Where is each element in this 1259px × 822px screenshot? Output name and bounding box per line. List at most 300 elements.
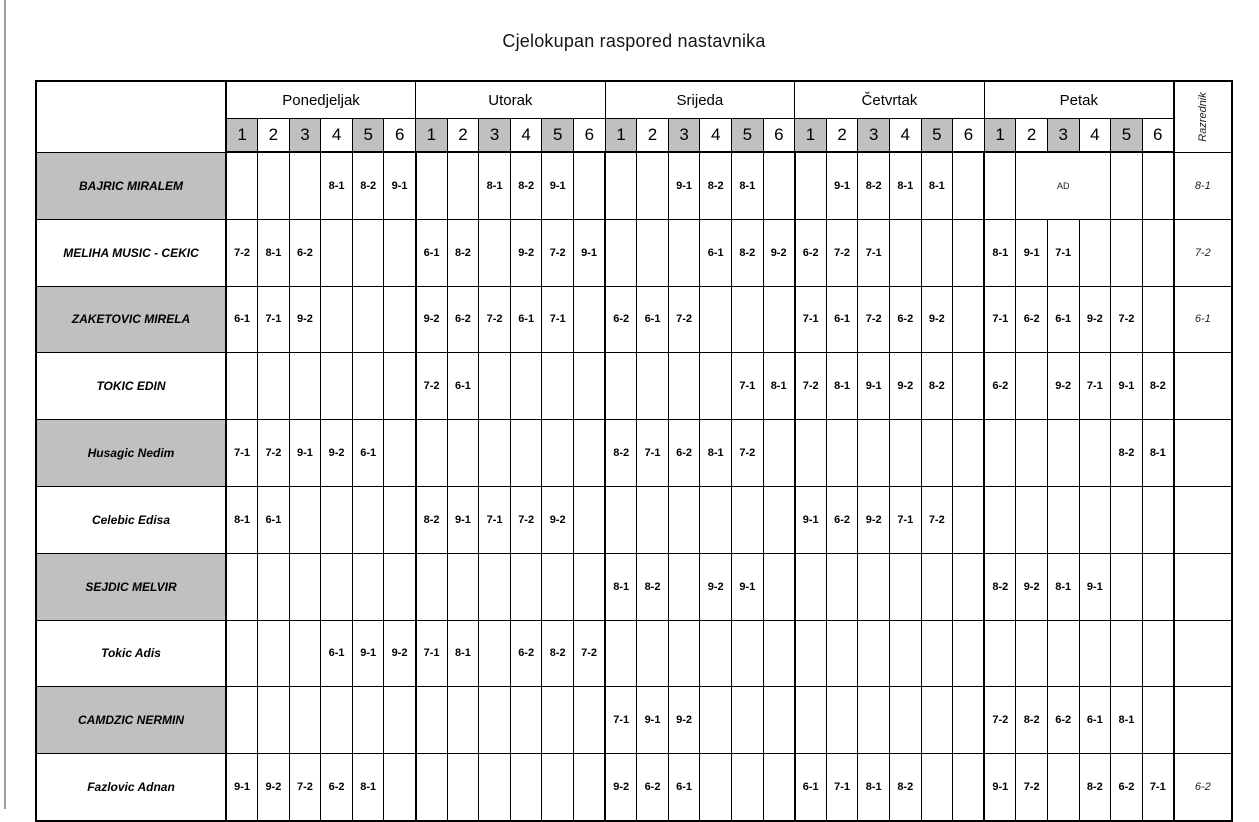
schedule-cell: 8-2 <box>605 420 637 487</box>
schedule-cell <box>352 353 384 420</box>
period-header: 1 <box>226 119 258 153</box>
schedule-cell: 9-2 <box>416 286 448 353</box>
schedule-cell: 9-2 <box>1016 553 1048 620</box>
schedule-cell <box>542 420 574 487</box>
period-header: 2 <box>258 119 290 153</box>
schedule-cell: 9-1 <box>352 620 384 687</box>
schedule-cell: 9-1 <box>826 152 858 219</box>
schedule-cell <box>1142 486 1174 553</box>
schedule-cell: 6-1 <box>1047 286 1079 353</box>
schedule-cell <box>668 553 700 620</box>
schedule-head <box>36 81 1232 152</box>
schedule-cell: 9-1 <box>447 486 479 553</box>
schedule-cell <box>858 620 890 687</box>
schedule-cell: 7-1 <box>984 286 1016 353</box>
schedule-cell <box>700 754 732 821</box>
schedule-cell <box>510 420 542 487</box>
schedule-cell: 8-2 <box>416 486 448 553</box>
schedule-cell <box>953 687 985 754</box>
schedule-cell <box>574 553 606 620</box>
schedule-cell: 6-1 <box>226 286 258 353</box>
period-header: 3 <box>858 119 890 153</box>
schedule-cell: 6-2 <box>289 219 321 286</box>
schedule-cell <box>1142 219 1174 286</box>
schedule-cell <box>1111 620 1143 687</box>
schedule-cell <box>510 687 542 754</box>
schedule-cell: 7-1 <box>416 620 448 687</box>
schedule-cell <box>226 553 258 620</box>
schedule-body <box>36 152 1232 821</box>
schedule-cell <box>889 219 921 286</box>
schedule-cell: 6-1 <box>321 620 353 687</box>
schedule-cell <box>542 687 574 754</box>
schedule-cell: 9-2 <box>1079 286 1111 353</box>
schedule-cell <box>1079 620 1111 687</box>
schedule-cell: 8-2 <box>889 754 921 821</box>
schedule-cell: 7-2 <box>921 486 953 553</box>
schedule-cell: 8-2 <box>542 620 574 687</box>
teacher-name-cell: CAMDZIC NERMIN <box>36 687 226 754</box>
schedule-cell: 8-1 <box>984 219 1016 286</box>
schedule-cell <box>858 420 890 487</box>
schedule-cell <box>700 286 732 353</box>
schedule-cell: 8-1 <box>1047 553 1079 620</box>
schedule-cell <box>889 687 921 754</box>
schedule-cell <box>1142 620 1174 687</box>
schedule-cell <box>1142 152 1174 219</box>
schedule-cell <box>984 420 1016 487</box>
teacher-name-cell: Husagic Nedim <box>36 420 226 487</box>
schedule-cell: 9-2 <box>384 620 416 687</box>
schedule-cell: 8-1 <box>605 553 637 620</box>
schedule-cell <box>984 620 1016 687</box>
schedule-cell: 8-1 <box>921 152 953 219</box>
schedule-cell: 6-2 <box>510 620 542 687</box>
schedule-cell <box>795 420 827 487</box>
schedule-cell <box>479 687 511 754</box>
schedule-cell: 6-2 <box>826 486 858 553</box>
schedule-cell <box>384 286 416 353</box>
schedule-cell <box>321 219 353 286</box>
schedule-cell: 6-1 <box>637 286 669 353</box>
period-header: 5 <box>732 119 764 153</box>
schedule-cell: 8-1 <box>447 620 479 687</box>
schedule-cell <box>510 553 542 620</box>
schedule-cell <box>1111 152 1143 219</box>
schedule-cell: 8-1 <box>258 219 290 286</box>
schedule-cell <box>384 486 416 553</box>
schedule-cell <box>889 420 921 487</box>
schedule-cell <box>384 420 416 487</box>
schedule-cell: 7-2 <box>826 219 858 286</box>
schedule-cell: 7-1 <box>889 486 921 553</box>
teacher-row <box>36 353 1232 420</box>
schedule-cell <box>574 420 606 487</box>
schedule-cell <box>826 620 858 687</box>
schedule-cell <box>953 754 985 821</box>
schedule-cell <box>352 286 384 353</box>
schedule-cell: 7-1 <box>1142 754 1174 821</box>
schedule-cell: 7-2 <box>542 219 574 286</box>
schedule-cell: 7-2 <box>1016 754 1048 821</box>
schedule-cell: 9-2 <box>542 486 574 553</box>
schedule-cell <box>1142 553 1174 620</box>
schedule-cell: 8-1 <box>763 353 795 420</box>
schedule-cell: 6-2 <box>668 420 700 487</box>
schedule-cell <box>352 219 384 286</box>
schedule-cell: 9-1 <box>1016 219 1048 286</box>
schedule-cell <box>921 420 953 487</box>
schedule-cell <box>953 553 985 620</box>
schedule-cell: 6-2 <box>984 353 1016 420</box>
teacher-row <box>36 754 1232 821</box>
schedule-cell: 9-1 <box>637 687 669 754</box>
schedule-cell: 9-1 <box>858 353 890 420</box>
schedule-cell <box>321 687 353 754</box>
schedule-cell <box>984 486 1016 553</box>
schedule-cell <box>700 486 732 553</box>
teacher-row <box>36 486 1232 553</box>
schedule-cell <box>321 553 353 620</box>
schedule-cell <box>953 286 985 353</box>
schedule-cell: 7-2 <box>732 420 764 487</box>
schedule-cell <box>289 687 321 754</box>
schedule-cell <box>1047 420 1079 487</box>
schedule-cell: 8-1 <box>1142 420 1174 487</box>
schedule-cell <box>321 486 353 553</box>
schedule-cell <box>763 620 795 687</box>
schedule-cell: 9-1 <box>384 152 416 219</box>
schedule-cell <box>605 152 637 219</box>
schedule-cell: 7-1 <box>1079 353 1111 420</box>
period-header: 2 <box>1016 119 1048 153</box>
schedule-cell: 8-1 <box>321 152 353 219</box>
day-header-2: Utorak <box>416 81 606 119</box>
schedule-cell <box>637 620 669 687</box>
schedule-cell <box>542 553 574 620</box>
schedule-cell <box>1079 420 1111 487</box>
schedule-cell <box>605 353 637 420</box>
schedule-cell: 7-2 <box>226 219 258 286</box>
period-header: 3 <box>289 119 321 153</box>
schedule-cell <box>416 553 448 620</box>
schedule-cell: 7-1 <box>1047 219 1079 286</box>
schedule-cell <box>700 620 732 687</box>
schedule-cell <box>763 286 795 353</box>
schedule-cell: 7-2 <box>258 420 290 487</box>
teacher-row <box>36 152 1232 219</box>
schedule-cell: 6-1 <box>416 219 448 286</box>
schedule-cell: 8-2 <box>637 553 669 620</box>
razrednik-cell <box>1174 486 1232 553</box>
schedule-cell <box>384 687 416 754</box>
schedule-cell: 8-1 <box>700 420 732 487</box>
period-header: 6 <box>763 119 795 153</box>
schedule-cell: 7-2 <box>1111 286 1143 353</box>
period-header: 4 <box>321 119 353 153</box>
schedule-cell: 8-2 <box>1016 687 1048 754</box>
schedule-cell <box>953 420 985 487</box>
teacher-row <box>36 687 1232 754</box>
schedule-cell: 7-1 <box>826 754 858 821</box>
schedule-cell <box>1079 219 1111 286</box>
schedule-cell <box>889 620 921 687</box>
razrednik-column-header <box>1174 81 1232 152</box>
schedule-cell: 6-1 <box>447 353 479 420</box>
schedule-cell <box>953 620 985 687</box>
schedule-cell <box>605 620 637 687</box>
schedule-cell: 6-2 <box>605 286 637 353</box>
schedule-cell: 8-1 <box>1111 687 1143 754</box>
schedule-cell: 7-2 <box>479 286 511 353</box>
schedule-cell <box>258 353 290 420</box>
schedule-cell <box>637 353 669 420</box>
schedule-cell <box>732 620 764 687</box>
schedule-cell <box>510 353 542 420</box>
schedule-cell <box>416 152 448 219</box>
schedule-cell <box>763 420 795 487</box>
schedule-cell <box>795 152 827 219</box>
schedule-cell: 9-1 <box>226 754 258 821</box>
schedule-cell <box>479 420 511 487</box>
period-header: 6 <box>384 119 416 153</box>
schedule-cell <box>953 486 985 553</box>
schedule-cell: 6-1 <box>352 420 384 487</box>
period-header: 5 <box>1111 119 1143 153</box>
schedule-cell <box>700 687 732 754</box>
schedule-cell: 7-1 <box>858 219 890 286</box>
period-header: 2 <box>637 119 669 153</box>
schedule-cell: 9-2 <box>605 754 637 821</box>
schedule-cell: 7-2 <box>510 486 542 553</box>
schedule-cell: 6-1 <box>700 219 732 286</box>
schedule-cell: 9-1 <box>542 152 574 219</box>
period-header: 2 <box>826 119 858 153</box>
schedule-cell: 8-1 <box>479 152 511 219</box>
schedule-cell <box>637 219 669 286</box>
schedule-cell: 9-2 <box>858 486 890 553</box>
schedule-cell <box>1111 219 1143 286</box>
schedule-cell <box>416 754 448 821</box>
schedule-cell <box>921 620 953 687</box>
schedule-cell: 6-1 <box>668 754 700 821</box>
teacher-name-cell: ZAKETOVIC MIRELA <box>36 286 226 353</box>
schedule-cell <box>510 754 542 821</box>
schedule-cell: 6-2 <box>795 219 827 286</box>
razrednik-cell: 8-1 <box>1174 152 1232 219</box>
schedule-cell: 7-2 <box>668 286 700 353</box>
teacher-name-cell: SEJDIC MELVIR <box>36 553 226 620</box>
schedule-cell <box>763 553 795 620</box>
schedule-cell <box>226 620 258 687</box>
schedule-cell <box>352 486 384 553</box>
period-header: 4 <box>700 119 732 153</box>
schedule-cell: 9-2 <box>1047 353 1079 420</box>
schedule-cell: 7-1 <box>605 687 637 754</box>
teacher-row <box>36 553 1232 620</box>
schedule-cell <box>826 687 858 754</box>
schedule-cell <box>732 754 764 821</box>
schedule-cell <box>289 152 321 219</box>
period-header: 1 <box>795 119 827 153</box>
schedule-cell <box>1079 486 1111 553</box>
schedule-cell: 7-2 <box>289 754 321 821</box>
schedule-cell <box>668 620 700 687</box>
period-header: 4 <box>889 119 921 153</box>
day-header-row <box>36 81 1232 119</box>
schedule-cell: 8-2 <box>1111 420 1143 487</box>
schedule-cell <box>637 486 669 553</box>
schedule-cell <box>1047 486 1079 553</box>
schedule-cell: 6-1 <box>795 754 827 821</box>
razrednik-cell <box>1174 553 1232 620</box>
period-header: 4 <box>1079 119 1111 153</box>
schedule-cell <box>258 620 290 687</box>
schedule-cell <box>1142 687 1174 754</box>
schedule-cell: 7-1 <box>732 353 764 420</box>
schedule-cell <box>763 687 795 754</box>
schedule-cell <box>1016 620 1048 687</box>
schedule-cell <box>826 553 858 620</box>
schedule-cell <box>447 553 479 620</box>
schedule-cell <box>479 553 511 620</box>
schedule-table <box>35 80 1233 822</box>
schedule-cell: 7-1 <box>258 286 290 353</box>
schedule-cell: 8-2 <box>352 152 384 219</box>
schedule-cell <box>226 152 258 219</box>
teacher-column-header <box>36 81 226 152</box>
schedule-cell <box>289 620 321 687</box>
schedule-cell <box>542 353 574 420</box>
schedule-cell <box>574 353 606 420</box>
schedule-cell <box>416 420 448 487</box>
schedule-cell: 8-2 <box>921 353 953 420</box>
schedule-cell <box>574 754 606 821</box>
schedule-cell <box>700 353 732 420</box>
schedule-cell: 9-1 <box>668 152 700 219</box>
schedule-cell: 7-2 <box>795 353 827 420</box>
schedule-cell <box>447 754 479 821</box>
schedule-cell: 7-2 <box>574 620 606 687</box>
schedule-cell <box>921 754 953 821</box>
schedule-cell <box>258 687 290 754</box>
schedule-cell: 6-2 <box>1016 286 1048 353</box>
period-header: 1 <box>416 119 448 153</box>
schedule-cell: 6-1 <box>826 286 858 353</box>
schedule-cell: 8-2 <box>858 152 890 219</box>
schedule-cell <box>953 219 985 286</box>
schedule-cell <box>226 353 258 420</box>
schedule-cell <box>795 620 827 687</box>
schedule-cell <box>384 353 416 420</box>
period-header: 2 <box>447 119 479 153</box>
schedule-cell: 9-1 <box>289 420 321 487</box>
period-header: 6 <box>574 119 606 153</box>
schedule-cell <box>826 420 858 487</box>
teacher-name-cell: Fazlovic Adnan <box>36 754 226 821</box>
schedule-cell: 9-1 <box>732 553 764 620</box>
schedule-cell: 7-2 <box>858 286 890 353</box>
schedule-cell: 8-1 <box>889 152 921 219</box>
schedule-cell: 6-2 <box>1111 754 1143 821</box>
schedule-cell: 8-1 <box>858 754 890 821</box>
schedule-cell: 8-1 <box>352 754 384 821</box>
teacher-name-cell: MELIHA MUSIC - CEKIC <box>36 219 226 286</box>
schedule-cell <box>921 687 953 754</box>
teacher-row <box>36 286 1232 353</box>
schedule-cell: 9-1 <box>1111 353 1143 420</box>
schedule-cell <box>574 286 606 353</box>
razrednik-cell <box>1174 687 1232 754</box>
schedule-cell <box>1142 286 1174 353</box>
teacher-name-cell: BAJRIC MIRALEM <box>36 152 226 219</box>
schedule-cell <box>921 553 953 620</box>
window-edge-line <box>4 0 6 809</box>
schedule-cell: 8-1 <box>732 152 764 219</box>
schedule-cell <box>447 420 479 487</box>
schedule-cell: 8-2 <box>447 219 479 286</box>
schedule-cell <box>321 286 353 353</box>
schedule-cell <box>479 620 511 687</box>
day-header-5: Petak <box>984 81 1174 119</box>
period-header: 3 <box>1047 119 1079 153</box>
schedule-cell <box>732 687 764 754</box>
schedule-cell <box>574 687 606 754</box>
schedule-cell <box>1016 353 1048 420</box>
schedule-cell: 9-2 <box>321 420 353 487</box>
schedule-cell <box>321 353 353 420</box>
schedule-cell <box>479 754 511 821</box>
schedule-cell: 8-2 <box>732 219 764 286</box>
schedule-cell: 9-1 <box>984 754 1016 821</box>
schedule-cell: 9-1 <box>1079 553 1111 620</box>
schedule-cell: 9-2 <box>289 286 321 353</box>
schedule-cell <box>668 486 700 553</box>
schedule-cell <box>258 553 290 620</box>
schedule-cell <box>953 152 985 219</box>
razrednik-cell <box>1174 620 1232 687</box>
teacher-row <box>36 620 1232 687</box>
schedule-cell <box>732 486 764 553</box>
schedule-cell: 6-2 <box>889 286 921 353</box>
schedule-cell: 8-2 <box>1142 353 1174 420</box>
schedule-cell <box>921 219 953 286</box>
schedule-cell: 6-2 <box>447 286 479 353</box>
schedule-cell: 9-2 <box>668 687 700 754</box>
period-header: 5 <box>921 119 953 153</box>
schedule-cell: 7-1 <box>795 286 827 353</box>
schedule-cell: 6-1 <box>510 286 542 353</box>
schedule-cell <box>605 219 637 286</box>
schedule-cell: 7-1 <box>226 420 258 487</box>
schedule-cell <box>542 754 574 821</box>
teacher-row <box>36 420 1232 487</box>
schedule-cell: 6-1 <box>258 486 290 553</box>
schedule-cell: 6-2 <box>1047 687 1079 754</box>
schedule-cell <box>953 353 985 420</box>
day-header-1: Ponedjeljak <box>226 81 416 119</box>
teacher-row <box>36 219 1232 286</box>
schedule-cell <box>574 152 606 219</box>
schedule-cell <box>289 553 321 620</box>
schedule-cell <box>574 486 606 553</box>
schedule-cell <box>1016 420 1048 487</box>
schedule-cell: 8-1 <box>226 486 258 553</box>
period-header: 6 <box>1142 119 1174 153</box>
schedule-cell <box>479 353 511 420</box>
schedule-cell: 6-2 <box>637 754 669 821</box>
schedule-cell: 9-2 <box>700 553 732 620</box>
